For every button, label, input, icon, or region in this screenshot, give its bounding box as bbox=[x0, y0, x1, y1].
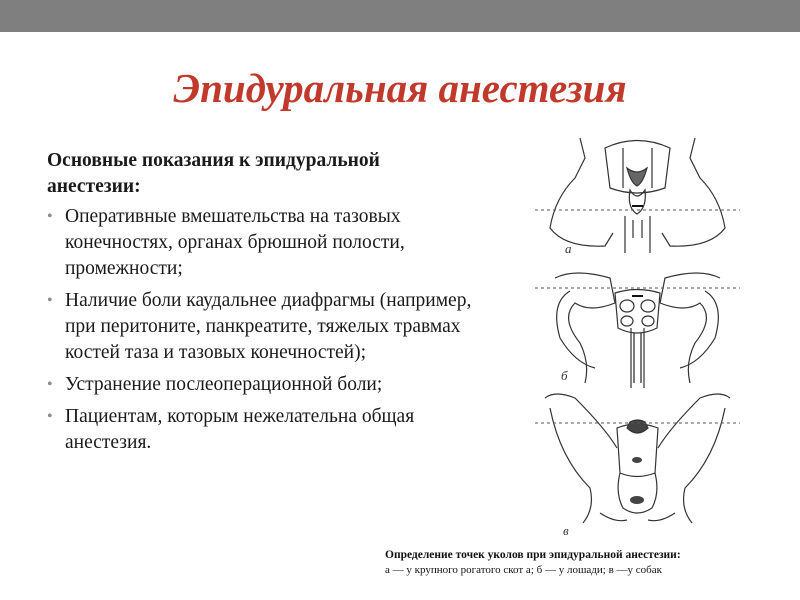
bullet-icon: • bbox=[47, 408, 53, 425]
figure-label-b: б bbox=[561, 368, 568, 383]
top-bar bbox=[0, 0, 800, 32]
bullet-icon: • bbox=[47, 376, 53, 393]
indications-list bbox=[47, 204, 472, 456]
figure-caption bbox=[385, 548, 795, 578]
pelvis-dog-drawing bbox=[535, 394, 740, 523]
lead-heading: Основные показания к эпидуральной анестезии: bbox=[47, 150, 380, 197]
list-item-text: Наличие боли каудальнее диафрагмы (например, при перитоните, панкреатите, тяжелых травмах костей таза и тазовых конечностей); bbox=[65, 290, 472, 363]
pelvis-cattle-drawing bbox=[535, 138, 740, 253]
pelvis-figure bbox=[535, 128, 740, 543]
list-item bbox=[47, 404, 472, 456]
pelvis-illustration bbox=[535, 128, 740, 543]
slide-title: Эпидуральная анестезия bbox=[173, 65, 627, 111]
bullet-icon: • bbox=[47, 208, 53, 225]
list-item bbox=[47, 288, 472, 366]
list-item bbox=[47, 204, 472, 282]
caption-text: а — у крупного рогатого скот а; б — у лошади; в —у собак bbox=[385, 564, 662, 576]
indications-block bbox=[47, 148, 472, 462]
list-item-text: Оперативные вмешательства на тазовых конечностях, органах брюшной полости, промежности; bbox=[65, 206, 405, 279]
list-item bbox=[47, 372, 472, 398]
bullet-icon: • bbox=[47, 292, 53, 309]
list-item-text: Устранение послеоперационной боли; bbox=[65, 374, 383, 395]
figure-label-c: в bbox=[563, 523, 569, 538]
list-item-text: Пациентам, которым нежелательна общая анестезия. bbox=[65, 406, 415, 453]
figure-label-a: а bbox=[565, 241, 572, 256]
caption-title: Определение точек уколов при эпидуральной анестезии: bbox=[385, 549, 681, 561]
